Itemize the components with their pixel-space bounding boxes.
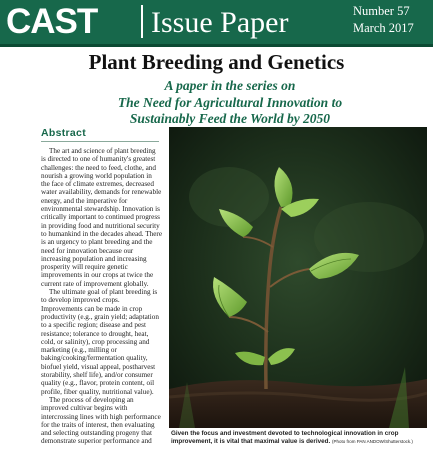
page-title: Plant Breeding and Genetics	[88, 50, 345, 74]
abstract-paragraph-1: The art and science of plant breeding is directed to one of humanity's greatest challenges: the need to feed, clothe, and nourish a growing world population in the face of climate extremes, decreased water availability, demands for renewable energy, and the imperative for environmental stewardship. Innovation is critically important to continued progress in providing food and nutritional security to humankind in the decades ahead. There is an urgency to plant breeding and the need for innovation because our increasing population and increasing prosperity will require genetic improvements in our crops at twice the current rate of improvement globally.	[41, 147, 162, 288]
abstract-heading: Abstract	[41, 127, 86, 139]
header-banner	[0, 0, 433, 44]
subtitle-line-3: Sustainably Feed the World by 2050	[129, 111, 331, 126]
photo-caption	[171, 430, 429, 446]
abstract-paragraph-2: The ultimate goal of plant breeding is to develop improved crops. Improvements can be made in crop productivity (e.g., grain yield; adaptation to a specific region; disease and pest resistance; tolerance to drought, heat, cold, or salinity), crop processing and marketing (e.g., milling or baking/cooking/fermentation quality, biofuel yield, visual appeal, postharvest storability, shelf life), and/or consumer quality (e.g., flavor, protein content, oil profile, fiber quality, nutritional value).	[41, 288, 159, 396]
series-label: Issue Paper	[151, 6, 289, 39]
issue-number: Number 57	[353, 4, 410, 18]
subtitle-line-1: A paper in the series on	[164, 78, 296, 93]
seedling-photo	[169, 127, 427, 428]
caption-text: Given the focus and investment devoted to technological innovation in crop improvement, it is vital that maximal value is derived.	[171, 430, 399, 445]
abstract-paragraph-3: The process of developing an improved cultivar begins with intercrossing lines with high performance for the traits of interest, then evaluating and selecting outstanding progeny that demonstrate superior performance and	[41, 395, 161, 446]
subtitle-line-2: The Need for Agricultural Innovation to	[117, 95, 343, 110]
seedling-illustration	[169, 127, 427, 428]
banner-underline	[0, 44, 433, 47]
cast-logo: CAST	[6, 2, 98, 41]
abstract-divider	[41, 141, 159, 142]
logo-divider	[141, 5, 143, 38]
photo-credit: (Photo from PAN ANDOW/Shutterstock.)	[331, 439, 413, 444]
issue-date: March 2017	[353, 21, 414, 35]
abstract-body	[41, 147, 162, 454]
